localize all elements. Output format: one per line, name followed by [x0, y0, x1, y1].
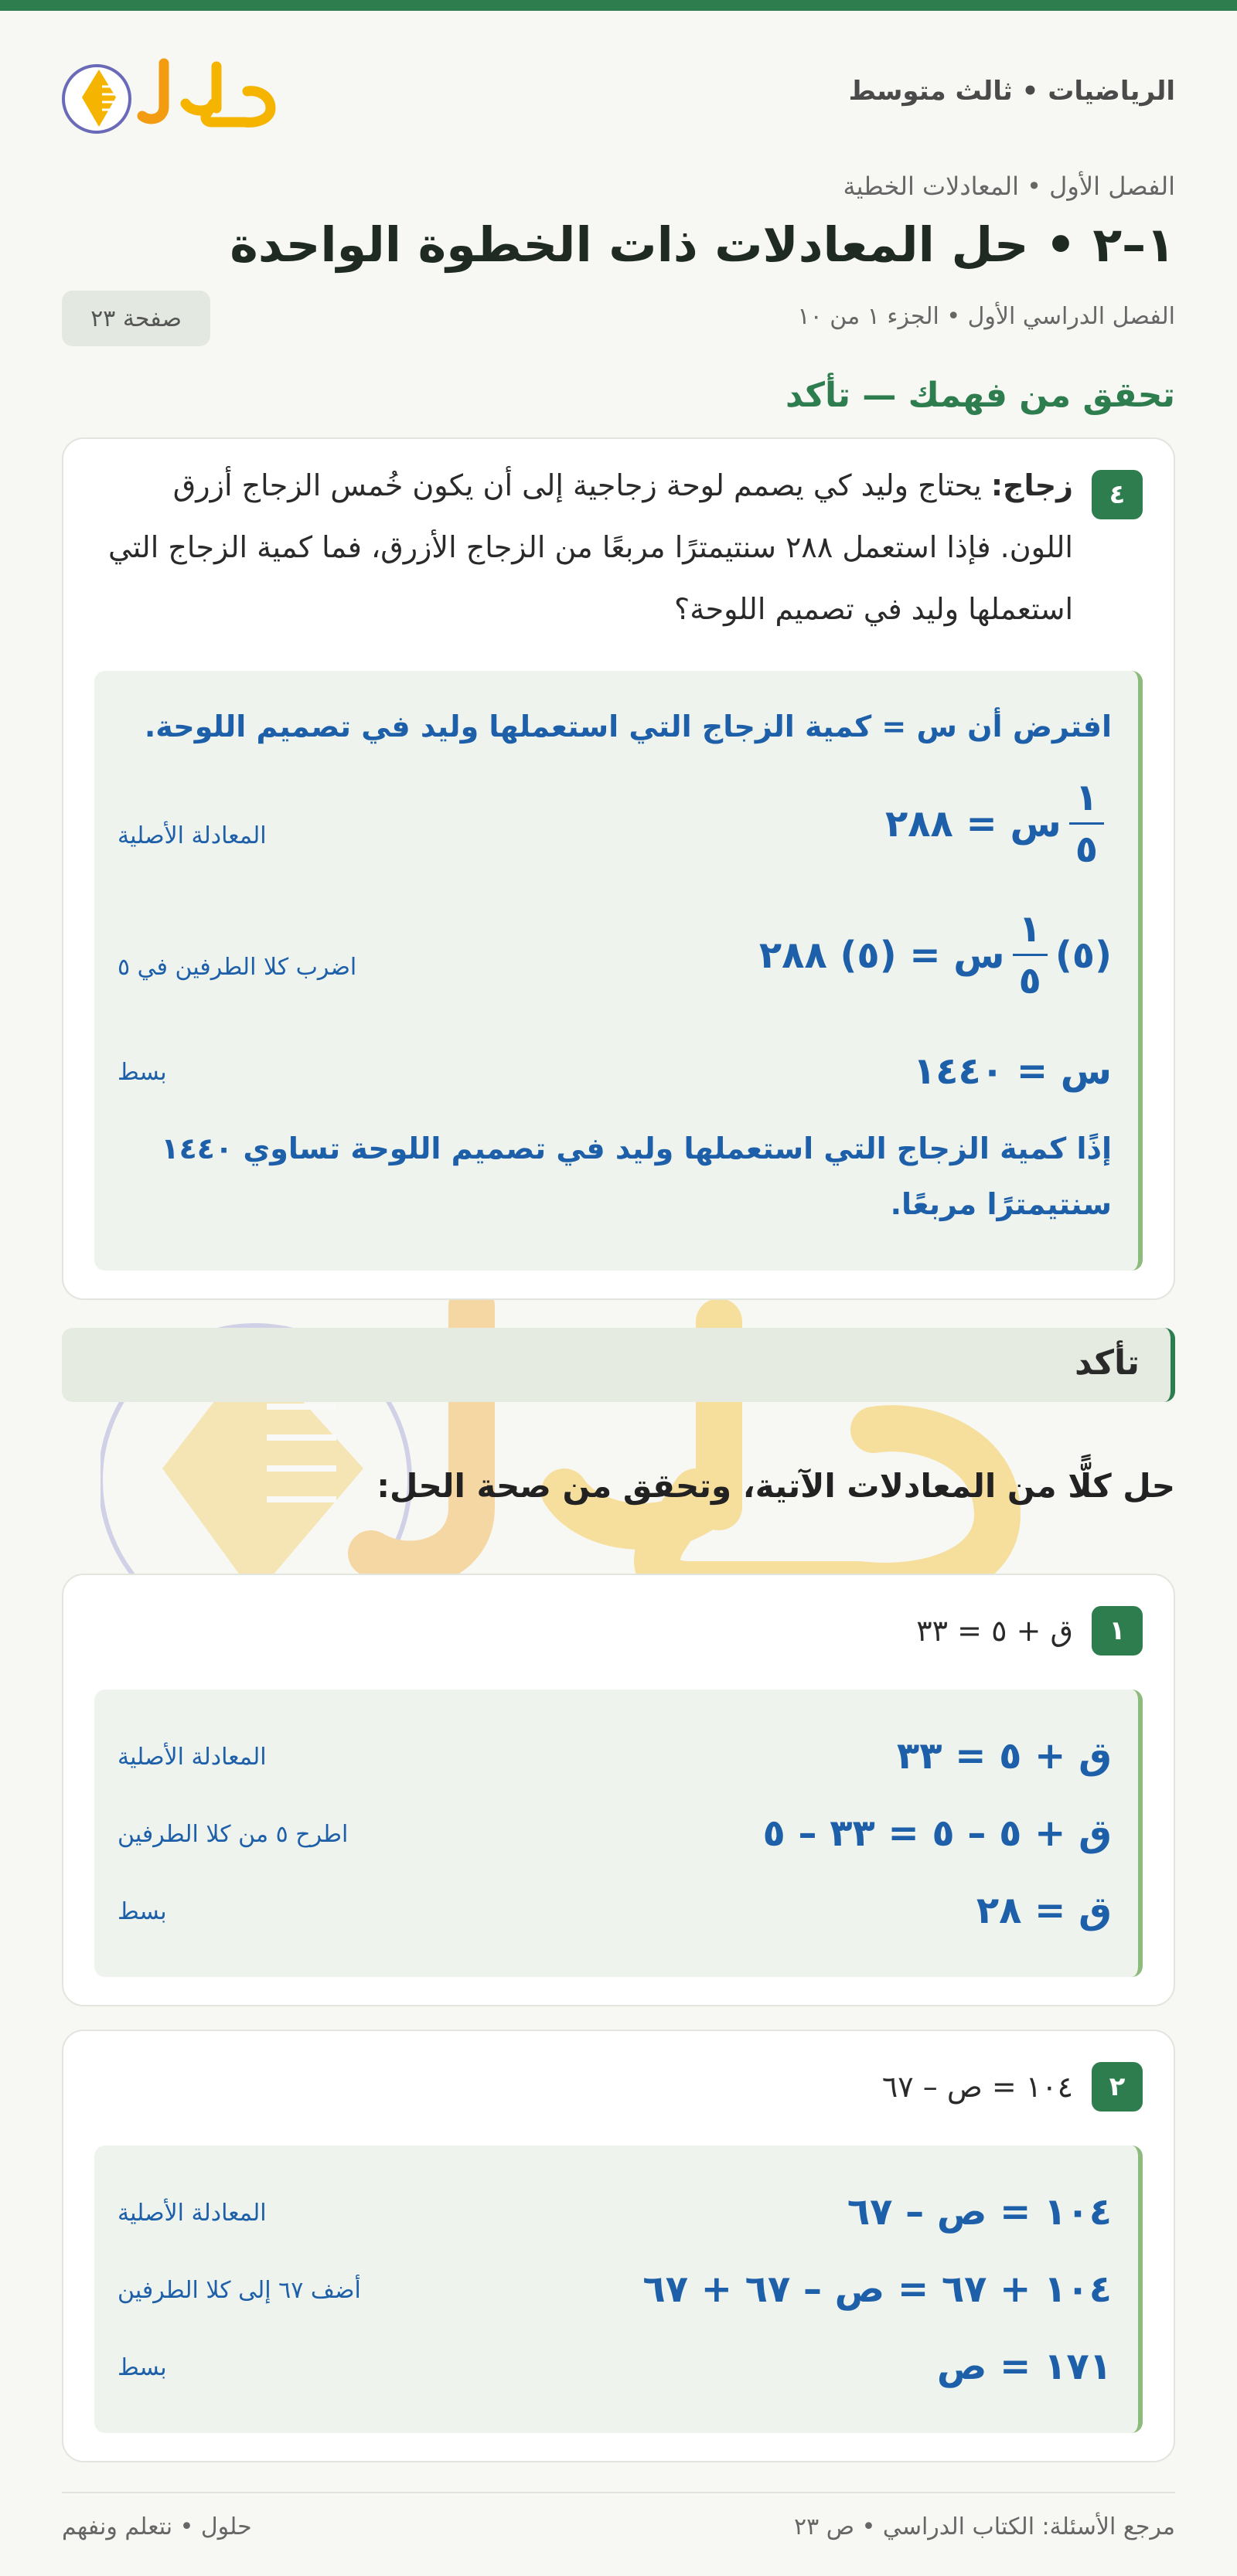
step-note: اطرح ٥ من كلا الطرفين — [118, 1821, 349, 1848]
question-text — [94, 454, 1073, 640]
fraction-denominator: ٥ — [1075, 828, 1098, 871]
footer-brand: حلول • نتعلم ونفهم — [62, 2513, 252, 2540]
fraction — [1013, 907, 1048, 1002]
page-header — [62, 46, 1175, 147]
fraction — [1069, 776, 1104, 871]
equation-step-3: س = ١٤٤٠ — [912, 1050, 1112, 1093]
confirm-section-bar — [62, 1328, 1175, 1402]
step-note: اضرب كلا الطرفين في ٥ — [118, 954, 357, 981]
question-text: ق + ٥ = ٣٣ — [916, 1614, 1073, 1648]
confirm-label: تأكد — [1074, 1343, 1140, 1383]
subject-label: الرياضيات • ثالث متوسط — [848, 76, 1175, 107]
section-heading: تحقق من فهمك — تأكد — [785, 376, 1175, 415]
step-note: المعادلة الأصلية — [118, 1744, 267, 1771]
meta-row — [62, 291, 1175, 348]
equation-step: ق = ٢٨ — [976, 1889, 1112, 1932]
solution-box — [94, 2146, 1143, 2433]
equation-step: ١٧١ = ص — [936, 2345, 1112, 2388]
conclusion-line: إذًا كمية الزجاج التي استعملها وليد في تصميم اللوحة تساوي ١٤٤٠ سنتيمترًا مربعًا. — [161, 1131, 1112, 1221]
equation-step-2 — [758, 907, 1112, 1002]
question-number-badge: ٤ — [1092, 470, 1143, 519]
assumption-line: افترض أن س = كمية الزجاج التي استعملها وليد في تصميم اللوحة. — [144, 710, 1112, 744]
footer-reference: مرجع الأسئلة: الكتاب الدراسي • ص ٢٣ — [794, 2513, 1175, 2540]
equation-rest: س = (٥) ٢٨٨ — [758, 933, 1005, 977]
fraction-numerator: ١ — [1013, 910, 1048, 956]
hulul-logo[interactable] — [62, 46, 286, 147]
step-note: بسط — [118, 1898, 167, 1925]
question-number-badge: ٢ — [1092, 2062, 1143, 2112]
question-number-badge: ١ — [1092, 1606, 1143, 1656]
question-body: يحتاج وليد كي يصمم لوحة زجاجية إلى أن يكون خُمس الزجاج أزرق اللون. فإذا استعمل ٢٨٨ سنتيمترًا مربعًا من الزجاج الأزرق، فما كمية الزجاج التي استعملها وليد في تصميم اللوحة؟ — [108, 468, 1073, 626]
question-card-1 — [62, 1574, 1175, 2006]
top-accent-bar — [0, 0, 1237, 11]
question-card-4 — [62, 437, 1175, 1300]
solution-box — [94, 671, 1143, 1271]
term-label: الفصل الدراسي الأول • الجزء ١ من ١٠ — [797, 303, 1175, 330]
footer-divider — [62, 2492, 1175, 2493]
watermark-logo — [101, 1260, 1090, 1623]
equation-step: ق + ٥ – ٥ = ٣٣ – ٥ — [762, 1812, 1112, 1855]
instruction-text: حل كلًّا من المعادلات الآتية، وتحقق من صحة الحل: — [377, 1467, 1175, 1505]
equation-step: ١٠٤ = ص – ٦٧ — [847, 2190, 1112, 2234]
step-note: المعادلة الأصلية — [118, 822, 267, 849]
page-title: ١–٢ • حل المعادلات ذات الخطوة الواحدة — [230, 216, 1175, 273]
fraction-denominator: ٥ — [1018, 959, 1041, 1002]
question-card-2 — [62, 2030, 1175, 2462]
equation-step: ق + ٥ = ٣٣ — [896, 1734, 1112, 1778]
step-note: أضف ٦٧ إلى كلا الطرفين — [118, 2277, 361, 2304]
breadcrumb[interactable]: الفصل الأول • المعادلات الخطية — [843, 172, 1175, 201]
question-text: ١٠٤ = ص – ٦٧ — [881, 2070, 1073, 2104]
question-title: زجاج: — [990, 468, 1073, 502]
equation-step-1 — [884, 776, 1112, 871]
step-note: بسط — [118, 2354, 167, 2381]
fraction-numerator: ١ — [1069, 779, 1104, 825]
solution-box — [94, 1690, 1143, 1977]
step-note: المعادلة الأصلية — [118, 2200, 267, 2227]
equation-step: ١٠٤ + ٦٧ = ص – ٦٧ + ٦٧ — [642, 2268, 1112, 2311]
page-badge: صفحة ٢٣ — [62, 291, 210, 346]
equation-left: (٥) — [1055, 933, 1112, 977]
equation-rest: س = ٢٨٨ — [884, 801, 1062, 846]
step-note: بسط — [118, 1059, 167, 1086]
